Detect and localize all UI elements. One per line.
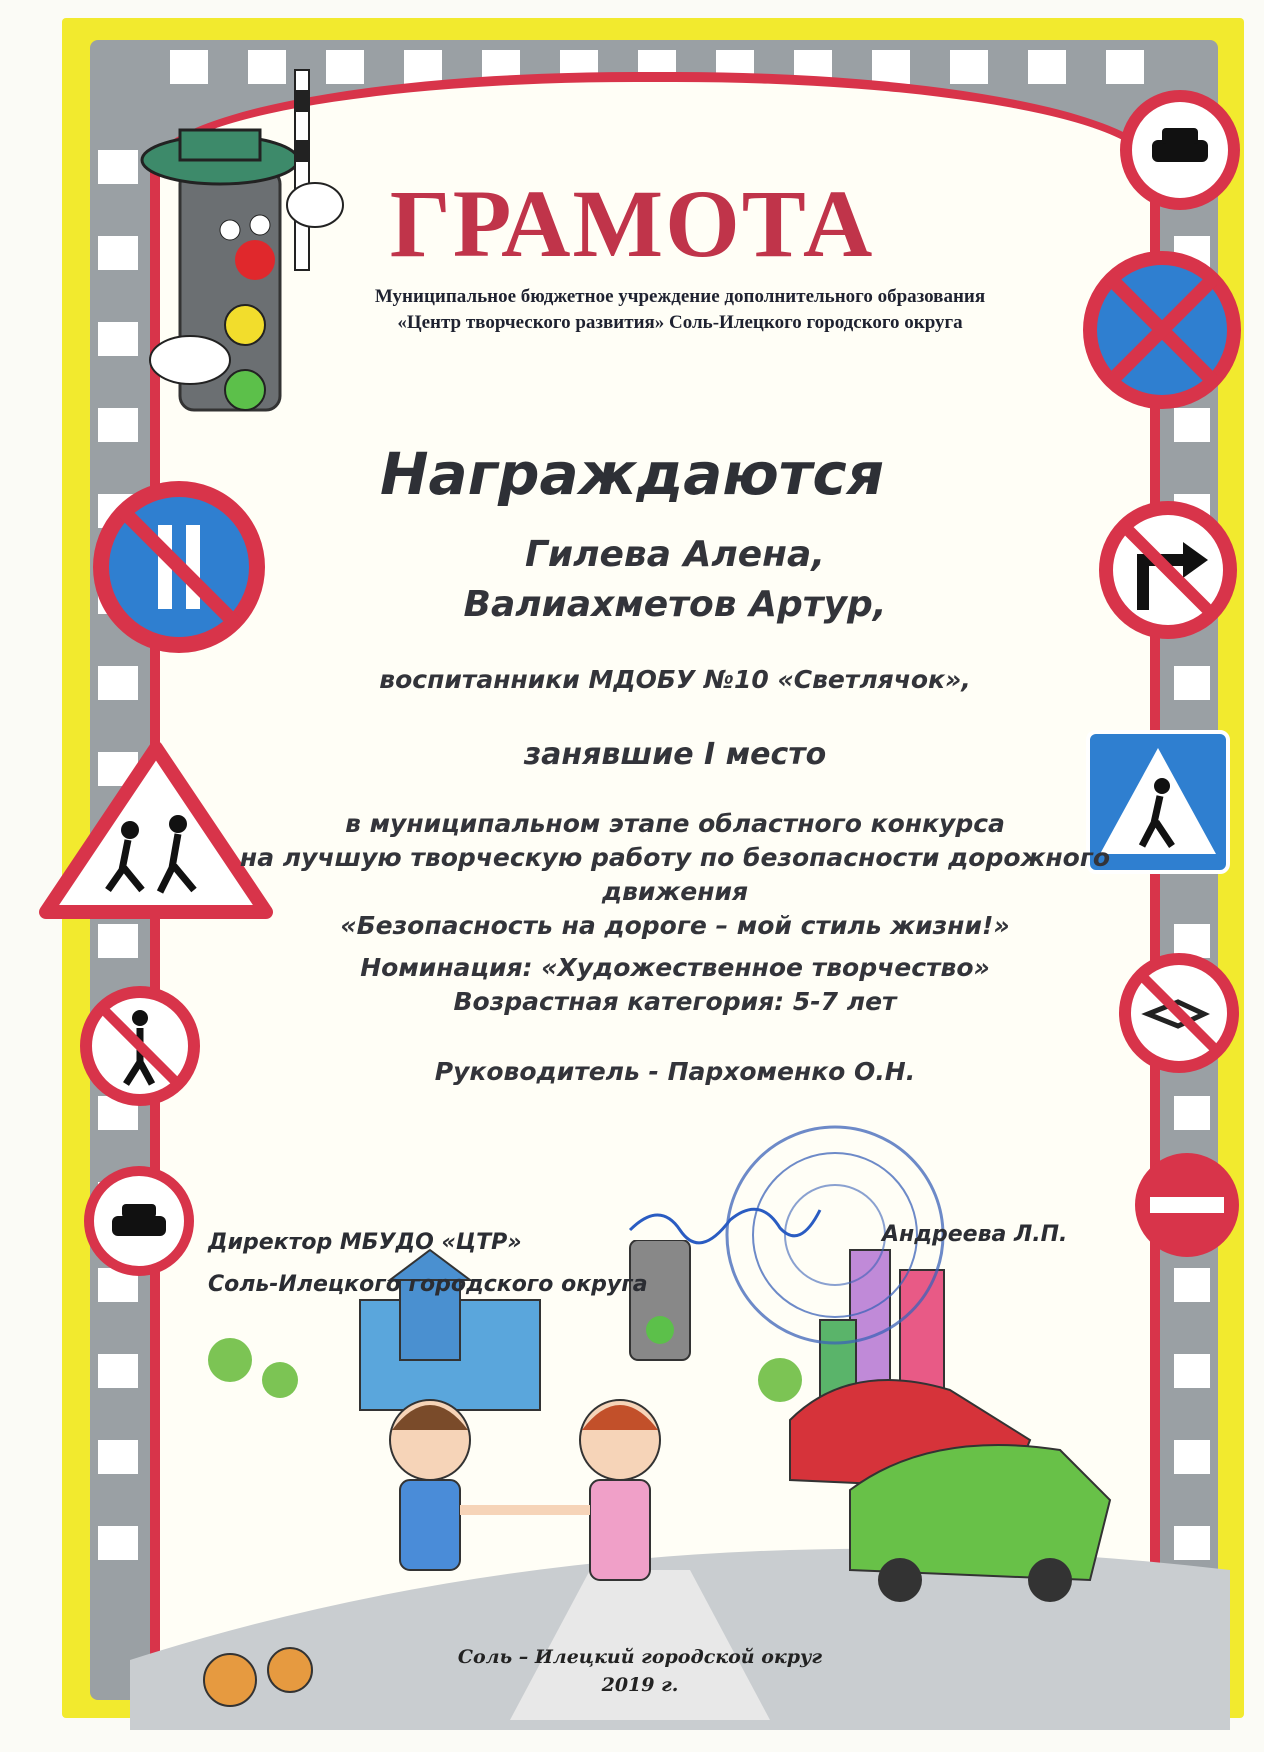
supervisor-line: Руководитель - Пархоменко О.Н. xyxy=(434,1057,916,1086)
contest-slogan: «Безопасность на дороге – мой стиль жизни!» xyxy=(340,911,1010,940)
contest-line-3: движения xyxy=(601,877,749,906)
director-signature-block xyxy=(208,1222,648,1306)
organization-line-1: Муниципальное бюджетное учреждение дополнительного образования xyxy=(374,286,986,307)
nomination-line: Номинация: «Художественное творчество» xyxy=(360,953,990,982)
certificate-title: ГРАМОТА xyxy=(389,170,875,277)
footer-year: 2019 г. xyxy=(601,1674,679,1696)
recipient-name-1: Гилева Алена, xyxy=(524,534,826,575)
recipient-name-2: Валиахметов Артур, xyxy=(463,584,887,625)
organization-line-2: «Центр творческого развития» Соль-Илецкого городского округа xyxy=(397,312,963,333)
contest-line-1: в муниципальном этапе областного конкурса xyxy=(345,809,1005,838)
director-title-line-2: Соль-Илецкого городского округа xyxy=(208,1272,648,1297)
pupils-line: воспитанники МДОБУ №10 «Светлячок», xyxy=(379,665,971,694)
age-category-line: Возрастная категория: 5-7 лет xyxy=(453,987,897,1016)
awarded-heading: Награждаются xyxy=(380,440,884,508)
director-name: Андреева Л.П. xyxy=(882,1222,1068,1247)
contest-line-2: на лучшую творческую работу по безопасности дорожного xyxy=(239,843,1111,872)
place-line: занявшие I место xyxy=(523,737,827,772)
director-title-line-1: Директор МБУДО «ЦТР» xyxy=(208,1230,522,1255)
footer-place: Соль – Илецкий городской округ xyxy=(457,1646,823,1668)
